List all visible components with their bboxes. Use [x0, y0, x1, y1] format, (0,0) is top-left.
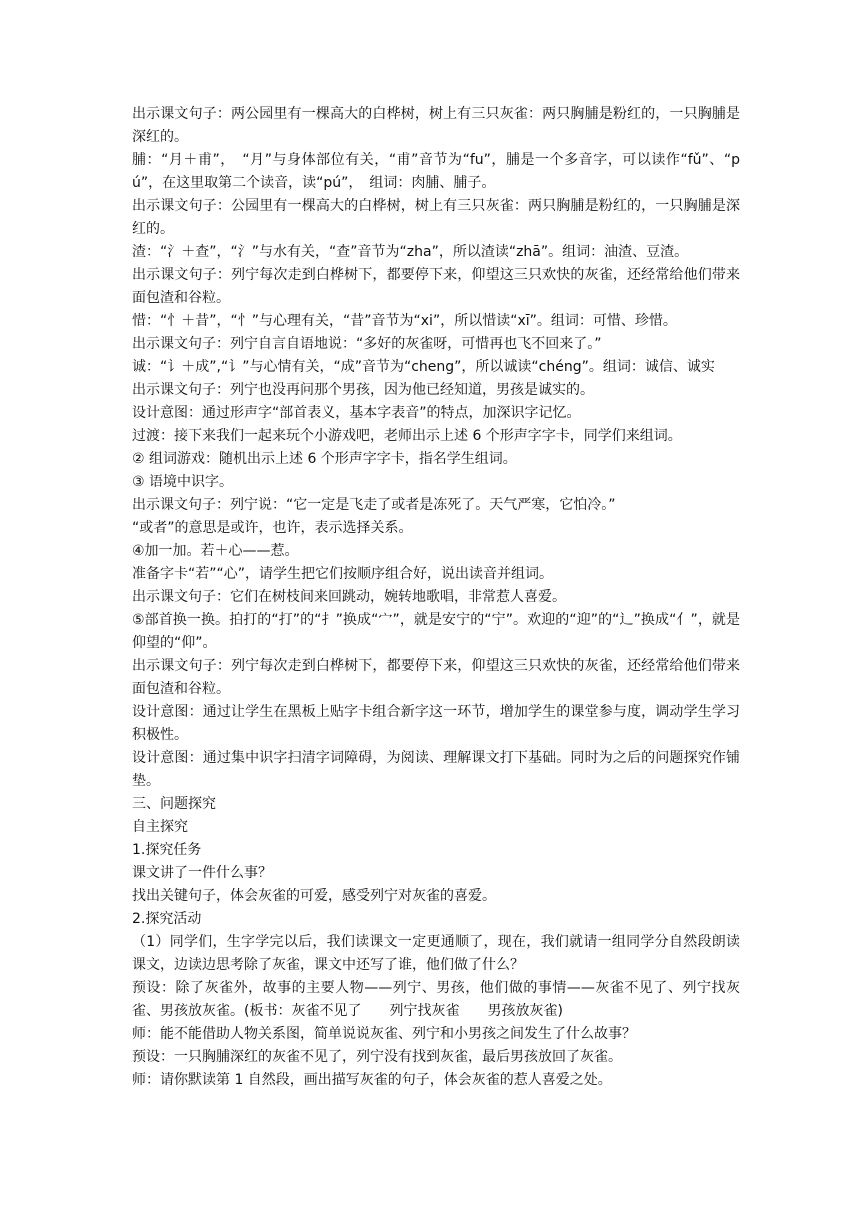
paragraph: 出示课文句子：它们在树枝间来回跳动，婉转地歌唱，非常惹人喜爱。	[132, 589, 566, 605]
paragraph: 惜：“忄＋昔”，“忄”与心理有关，“昔”音节为“xi”，所以惜读“xī”。组词：可惜、珍惜。	[132, 313, 677, 329]
paragraph: ② 组词游戏：随机出示上述 6 个形声字字卡，指名学生组词。	[132, 451, 517, 467]
paragraph: 预设：除了灰雀外，故事的主要人物——列宁、男孩，他们做的事情——灰雀不见了、列宁找灰雀、男孩放灰雀。(板书：灰雀不见了 列宁找灰雀 男孩放灰雀)	[132, 980, 740, 1019]
paragraph: 设计意图：通过形声字“部首表义，基本字表音”的特点，加深识字记忆。	[132, 405, 581, 421]
paragraph: 出示课文句子：列宁说：“它一定是飞走了或者是冻死了。天气严寒，它怕冷。”	[132, 497, 616, 513]
paragraph: 师：能不能借助人物关系图，简单说说灰雀、列宁和小男孩之间发生了什么故事？	[132, 1026, 636, 1042]
paragraph: 渣：“氵＋查”，“氵”与水有关，“查”音节为“zha”，所以渣读“zhā”。组词：油渣、豆渣。	[132, 244, 689, 260]
document-page	[132, 103, 740, 1092]
subsection-heading: 2.探究活动	[132, 911, 202, 927]
paragraph: 脯：“月＋甫”， “月”与身体部位有关，“甫”音节为“fu”，脯是一个多音字，可以读作“fǔ”、“pú”，在这里取第二个读音，读“pú”， 组词：肉脯、脯子。	[132, 152, 740, 191]
paragraph: 过渡：接下来我们一起来玩个小游戏吧，老师出示上述 6 个形声字字卡，同学们来组词。	[132, 428, 682, 444]
paragraph: 准备字卡“若”“心”，请学生把它们按顺序组合好，说出读音并组词。	[132, 566, 554, 582]
subsection-heading: 自主探究	[132, 819, 188, 835]
paragraph: “或者”的意思是或许，也许，表示选择关系。	[132, 520, 413, 536]
paragraph: 设计意图：通过让学生在黑板上贴字卡组合新字这一环节，增加学生的课堂参与度，调动学生学习积极性。	[132, 704, 740, 743]
paragraph: ③ 语境中识字。	[132, 474, 234, 490]
paragraph: （1）同学们，生字学完以后，我们读课文一定更通顺了，现在，我们就请一组同学分自然段朗读课文，边读边思考除了灰雀，课文中还写了谁，他们做了什么？	[132, 934, 740, 973]
paragraph: 诚：“讠＋成”,“讠”与心情有关，“成”音节为“cheng”，所以诚读“chéng”。组词：诚信、诚实	[132, 359, 715, 375]
paragraph: 出示课文句子：列宁也没再问那个男孩，因为他已经知道，男孩是诚实的。	[132, 382, 594, 398]
paragraph: 设计意图：通过集中识字扫清字词障碍，为阅读、理解课文打下基础。同时为之后的问题探究作铺垫。	[132, 750, 740, 789]
paragraph: 预设：一只胸脯深红的灰雀不见了，列宁没有找到灰雀，最后男孩放回了灰雀。	[132, 1049, 622, 1065]
subsection-heading: 1.探究任务	[132, 842, 202, 858]
paragraph: 出示课文句子：列宁每次走到白桦树下，都要停下来，仰望这三只欢快的灰雀，还经常给他们带来面包渣和谷粒。	[132, 658, 740, 697]
paragraph: 课文讲了一件什么事？	[132, 865, 272, 881]
paragraph: 找出关键句子，体会灰雀的可爱，感受列宁对灰雀的喜爱。	[132, 888, 496, 904]
section-heading: 三、问题探究	[132, 796, 216, 812]
paragraph: 出示课文句子：列宁每次走到白桦树下，都要停下来，仰望这三只欢快的灰雀，还经常给他们带来面包渣和谷粒。	[132, 267, 740, 306]
paragraph: 出示课文句子：公园里有一棵高大的白桦树，树上有三只灰雀：两只胸脯是粉红的，一只胸脯是深红的。	[132, 198, 740, 237]
paragraph: 出示课文句子：两公园里有一棵高大的白桦树，树上有三只灰雀：两只胸脯是粉红的，一只胸脯是深红的。	[132, 106, 740, 145]
paragraph: 出示课文句子：列宁自言自语地说：“多好的灰雀呀，可惜再也飞不回来了。”	[132, 336, 602, 352]
paragraph: ⑤部首换一换。拍打的“打”的“扌”换成“宀”，就是安宁的“宁”。欢迎的“迎”的“辶”换成“亻”，就是仰望的“仰”。	[132, 612, 740, 651]
paragraph: ④加一加。若＋心——惹。	[132, 543, 299, 559]
paragraph: 师：请你默读第 1 自然段，画出描写灰雀的句子，体会灰雀的惹人喜爱之处。	[132, 1072, 612, 1088]
